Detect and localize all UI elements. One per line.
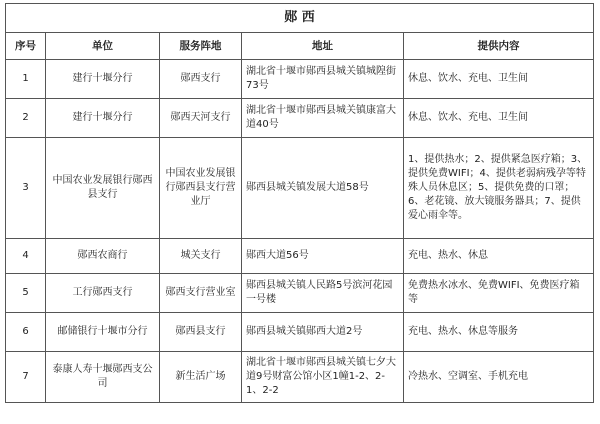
region-title: 郧 西	[6, 4, 594, 33]
row-site: 郧西支行营业室	[160, 274, 242, 313]
row-site: 郧西支行	[160, 60, 242, 99]
row-unit: 郧西农商行	[46, 239, 160, 274]
row-address: 郧西县城关镇郧西大道2号	[242, 313, 404, 352]
row-index: 1	[6, 60, 46, 99]
service-sites-table	[5, 3, 594, 403]
row-index: 3	[6, 138, 46, 239]
row-index: 6	[6, 313, 46, 352]
row-address: 湖北省十堰市郧西县城关镇七夕大道9号财富公馆小区1幢1-2、2-1、2-2	[242, 352, 404, 403]
row-services: 免费热水冰水、免费WIFI、免费医疗箱等	[404, 274, 594, 313]
row-services: 充电、热水、休息等服务	[404, 313, 594, 352]
row-services: 休息、饮水、充电、卫生间	[404, 60, 594, 99]
row-services: 1、提供热水；2、提供紧急医疗箱；3、提供免费WIFI；4、提供老弱病残孕等特殊人员休息区；5、提供免费的口罩；6、老花镜、放大镜服务器具；7、提供爱心雨伞等。	[404, 138, 594, 239]
header-services: 提供内容	[404, 33, 594, 60]
row-index: 4	[6, 239, 46, 274]
row-index: 7	[6, 352, 46, 403]
row-unit: 建行十堰分行	[46, 99, 160, 138]
row-site: 城关支行	[160, 239, 242, 274]
table-row	[6, 239, 594, 274]
row-site: 新生活广场	[160, 352, 242, 403]
row-unit: 建行十堰分行	[46, 60, 160, 99]
row-site: 郧西天河支行	[160, 99, 242, 138]
row-unit: 工行郧西支行	[46, 274, 160, 313]
header-unit: 单位	[46, 33, 160, 60]
row-index: 2	[6, 99, 46, 138]
row-unit: 中国农业发展银行郧西县支行	[46, 138, 160, 239]
row-site: 郧西县支行	[160, 313, 242, 352]
row-address: 郧西县城关镇人民路5号滨河花园一号楼	[242, 274, 404, 313]
row-site: 中国农业发展银行郧西县支行营业厅	[160, 138, 242, 239]
header-site: 服务阵地	[160, 33, 242, 60]
table-row	[6, 313, 594, 352]
row-services: 冷热水、空调室、手机充电	[404, 352, 594, 403]
row-address: 郧西县城关镇发展大道58号	[242, 138, 404, 239]
table-row	[6, 99, 594, 138]
table-row	[6, 138, 594, 239]
header-address: 地址	[242, 33, 404, 60]
row-services: 休息、饮水、充电、卫生间	[404, 99, 594, 138]
row-services: 充电、热水、休息	[404, 239, 594, 274]
row-address: 湖北省十堰市郧西县城关镇城隍街73号	[242, 60, 404, 99]
header-index: 序号	[6, 33, 46, 60]
service-table-wrapper	[5, 3, 593, 403]
row-unit: 邮储银行十堰市分行	[46, 313, 160, 352]
header-row	[6, 33, 594, 60]
table-row	[6, 274, 594, 313]
row-address: 湖北省十堰市郧西县城关镇康富大道40号	[242, 99, 404, 138]
row-index: 5	[6, 274, 46, 313]
table-row	[6, 60, 594, 99]
table-row	[6, 352, 594, 403]
row-address: 郧西大道56号	[242, 239, 404, 274]
row-unit: 泰康人寿十堰郧西支公司	[46, 352, 160, 403]
